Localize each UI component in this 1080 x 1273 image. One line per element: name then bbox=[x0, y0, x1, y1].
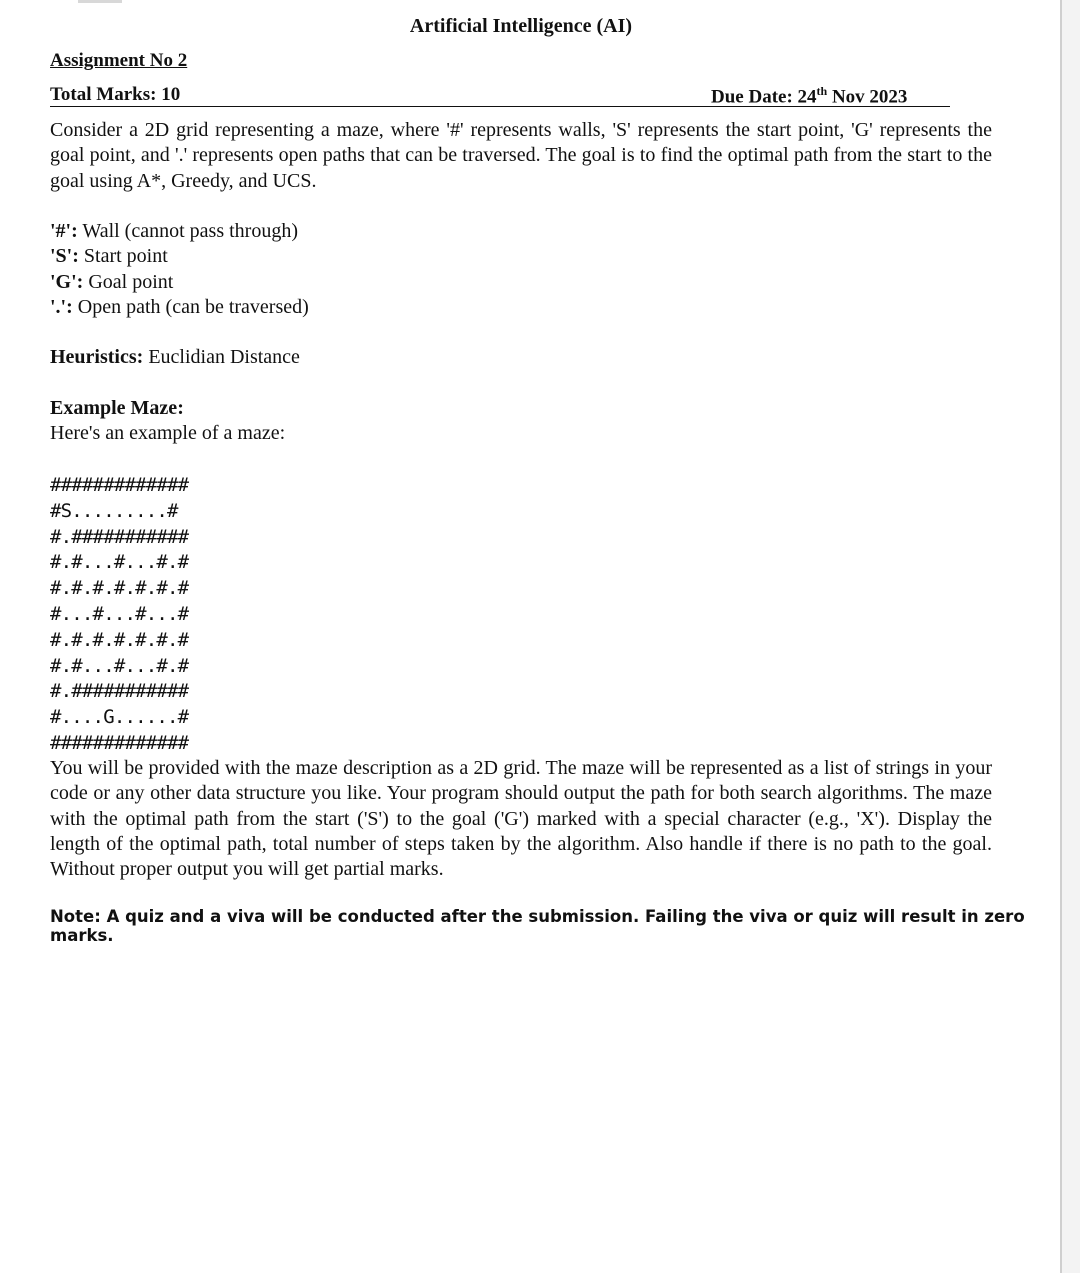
marks-due-line bbox=[50, 84, 950, 107]
maze-row: #...#...#...# bbox=[50, 602, 189, 625]
example-heading: Example Maze: bbox=[50, 397, 184, 419]
legend-desc: Wall (cannot pass through) bbox=[77, 220, 298, 242]
maze-row: ############# bbox=[50, 474, 189, 496]
legend-desc: Goal point bbox=[83, 270, 174, 293]
submission-note: Note: A quiz and a viva will be conducted after the submission. Failing the viva or quiz will result in zero marks. bbox=[50, 907, 1025, 945]
maze-row: #.#...#...#.# bbox=[50, 551, 189, 574]
legend-desc: Start point bbox=[78, 245, 168, 268]
maze-row: #.########### bbox=[50, 680, 189, 703]
instructions-paragraph: You will be provided with the maze description as a 2D grid. The maze will be represented as a list of strings in your code or any other data structure you like. Your program should output the path for both search algorithms. The maze with the optimal path from the start ('S') to the goal ('G') marked with a special character (e.g., 'X'). Display the length of the optimal path, total number of steps taken by the algorithm. Also handle if there is no path to the goal. Without proper output you will get partial marks. bbox=[50, 757, 992, 881]
heuristics-label: Heuristics: bbox=[50, 346, 144, 368]
due-date-ordinal: th bbox=[816, 84, 828, 98]
legend-item bbox=[50, 219, 309, 244]
legend-item bbox=[50, 295, 309, 320]
maze-row: #S.........# bbox=[50, 499, 178, 522]
maze-row: #.#.#.#.#.#.# bbox=[50, 577, 189, 600]
document-title: Artificial Intelligence (AI) bbox=[409, 15, 633, 37]
legend-key: '.': bbox=[50, 295, 73, 318]
heuristics-value: Euclidian Distance bbox=[143, 346, 300, 368]
example-maze bbox=[50, 473, 188, 757]
maze-row: #.#.#.#.#.#.# bbox=[50, 628, 189, 651]
assignment-number: Assignment No 2 bbox=[50, 50, 188, 71]
maze-row: ############# bbox=[50, 731, 189, 754]
total-marks: Total Marks: 10 bbox=[50, 84, 181, 105]
symbol-legend bbox=[50, 219, 309, 320]
scan-artifact bbox=[78, 0, 122, 3]
due-date-prefix: Due Date: 24 bbox=[711, 86, 817, 108]
due-date bbox=[711, 84, 907, 108]
legend-key: 'S': bbox=[50, 245, 79, 268]
legend-item bbox=[50, 244, 309, 269]
page-edge bbox=[1060, 0, 1080, 1273]
legend-key: 'G': bbox=[50, 270, 84, 293]
due-date-suffix: Nov 2023 bbox=[827, 86, 908, 108]
maze-row: #.########### bbox=[50, 525, 189, 548]
legend-item bbox=[50, 270, 309, 295]
heuristics-line bbox=[50, 346, 300, 369]
intro-paragraph: Consider a 2D grid representing a maze, where '#' represents walls, 'S' represents the start point, 'G' represents the goal point, and '.' represents open paths that can be traversed. The goal is to find the optimal path from the start to the goal using A*, Greedy, and UCS. bbox=[50, 119, 992, 192]
legend-key: '#': bbox=[50, 220, 78, 242]
legend-desc: Open path (can be traversed) bbox=[72, 295, 309, 318]
maze-row: #....G......# bbox=[50, 706, 189, 729]
maze-row: #.#...#...#.# bbox=[50, 654, 189, 677]
example-description: Here's an example of a maze: bbox=[50, 422, 286, 444]
